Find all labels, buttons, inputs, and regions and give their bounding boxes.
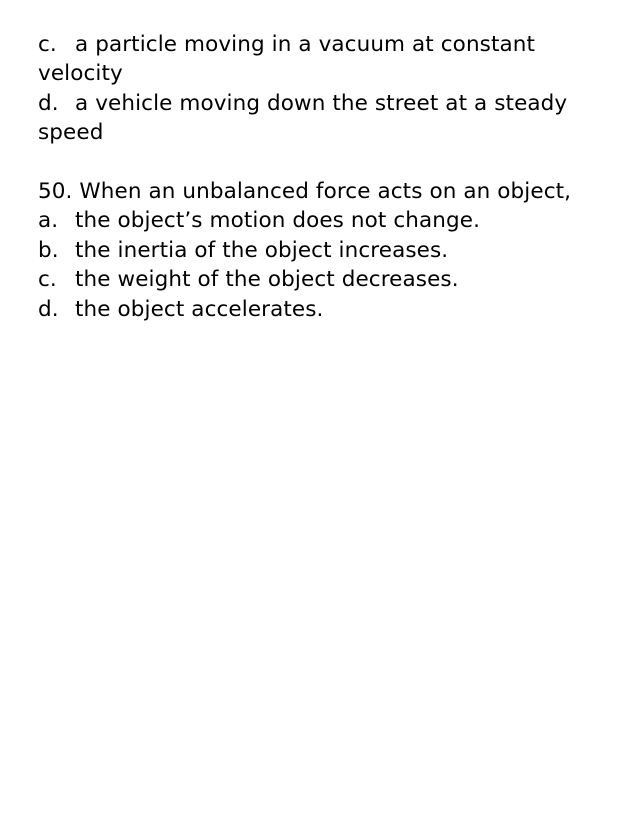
option-text: the object accelerates. <box>75 296 324 322</box>
option-text-continuation: velocity <box>38 61 123 87</box>
paragraph-gap <box>38 148 618 177</box>
option-text: the weight of the object decreases. <box>75 267 459 293</box>
option-text: a particle moving in a vacuum at constant <box>75 32 536 57</box>
option-letter: c. <box>38 32 57 57</box>
option-text: a vehicle moving down the street at a steady <box>75 90 568 116</box>
option-text: the object’s motion does not change. <box>75 208 481 234</box>
option-letter: c. <box>38 267 57 293</box>
option-d <box>38 295 618 324</box>
option-c-continued <box>38 30 618 59</box>
option-a <box>38 206 618 235</box>
option-c <box>38 265 618 294</box>
option-text-continuation: speed <box>38 120 104 146</box>
option-letter: d. <box>38 90 59 116</box>
option-d-continued <box>38 89 618 118</box>
option-letter: b. <box>38 237 59 263</box>
document-page <box>38 30 618 324</box>
question-stem: 50. When an unbalanced force acts on an object, <box>38 179 572 205</box>
option-letter: a. <box>38 208 59 234</box>
option-letter: d. <box>38 296 59 322</box>
option-text: the inertia of the object increases. <box>75 237 449 263</box>
option-b <box>38 236 618 265</box>
